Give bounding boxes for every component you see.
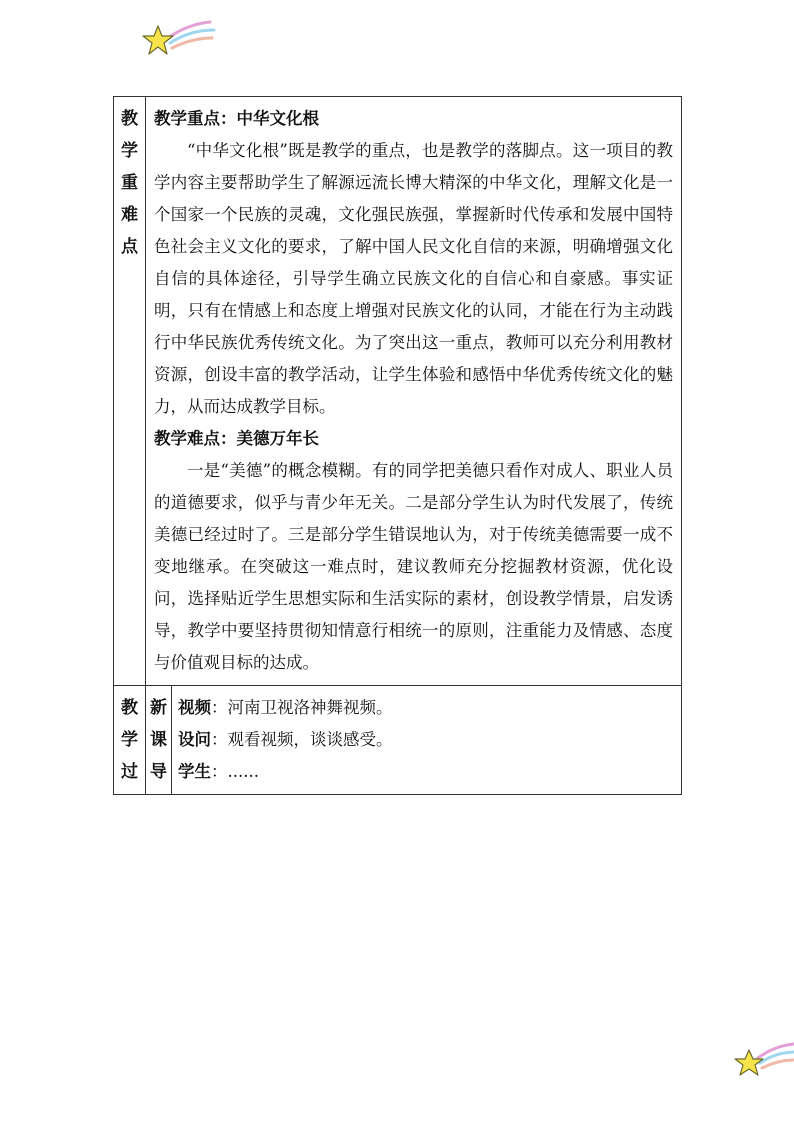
process-label-cell xyxy=(114,686,146,795)
focus-label: 教 学 重 难 点 xyxy=(121,109,138,257)
focus-label-cell xyxy=(114,97,146,686)
shooting-star-icon xyxy=(140,18,220,62)
question-line: 设问：观看视频，谈谈感受。 xyxy=(178,730,393,749)
intro-label: 新 课 导 xyxy=(150,698,167,782)
intro-content-cell xyxy=(172,686,682,795)
focus-content-cell xyxy=(146,97,682,686)
difficulty-title: 教学难点：美德万年长 xyxy=(154,429,319,448)
key-point-text: “中华文化根”既是教学的重点，也是教学的落脚点。这一项目的教学内容主要帮助学生了解源远流长博大精深的中华文化，理解文化是一个国家一个民族的灵魂，文化强民族强，掌握新时代传承和发展中国特色社会主义文化的要求，了解中国人民文化自信的来源，明确增强文化自信的具体途径，引导学生确立民族文化的自信心和自豪感。事实证明，只有在情感上和态度上增强对民族文化的认同，才能在行为主动践行中华民族优秀传统文化。为了突出这一重点，教师可以充分利用教材资源，创设丰富的教学活动，让学生体验和感悟中华优秀传统文化的魅力，从而达成教学目标。 xyxy=(154,141,673,416)
lesson-plan-table xyxy=(113,96,682,795)
difficulty-text: 一是“美德”的概念模糊。有的同学把美德只看作对成人、职业人员的道德要求，似乎与青少年无关。二是部分学生认为时代发展了，传统美德已经过时了。三是部分学生错误地认为，对于传统美德需要一成不变地继承。在突破这一难点时，建议教师充分挖掘教材资源，优化设问，选择贴近学生思想实际和生活实际的素材，创设教学情景，启发诱导，教学中要坚持贯彻知情意行相统一的原则，注重能力及情感、态度与价值观目标的达成。 xyxy=(154,461,673,672)
intro-label-cell xyxy=(146,686,172,795)
process-label: 教 学 过 xyxy=(121,698,138,782)
shooting-star-icon xyxy=(732,1040,794,1080)
student-line: 学生：...... xyxy=(178,762,259,781)
focus-difficulty-row xyxy=(114,97,682,686)
key-point-title: 教学重点：中华文化根 xyxy=(154,109,319,128)
video-line: 视频：河南卫视洛神舞视频。 xyxy=(178,698,393,717)
process-row xyxy=(114,686,682,795)
